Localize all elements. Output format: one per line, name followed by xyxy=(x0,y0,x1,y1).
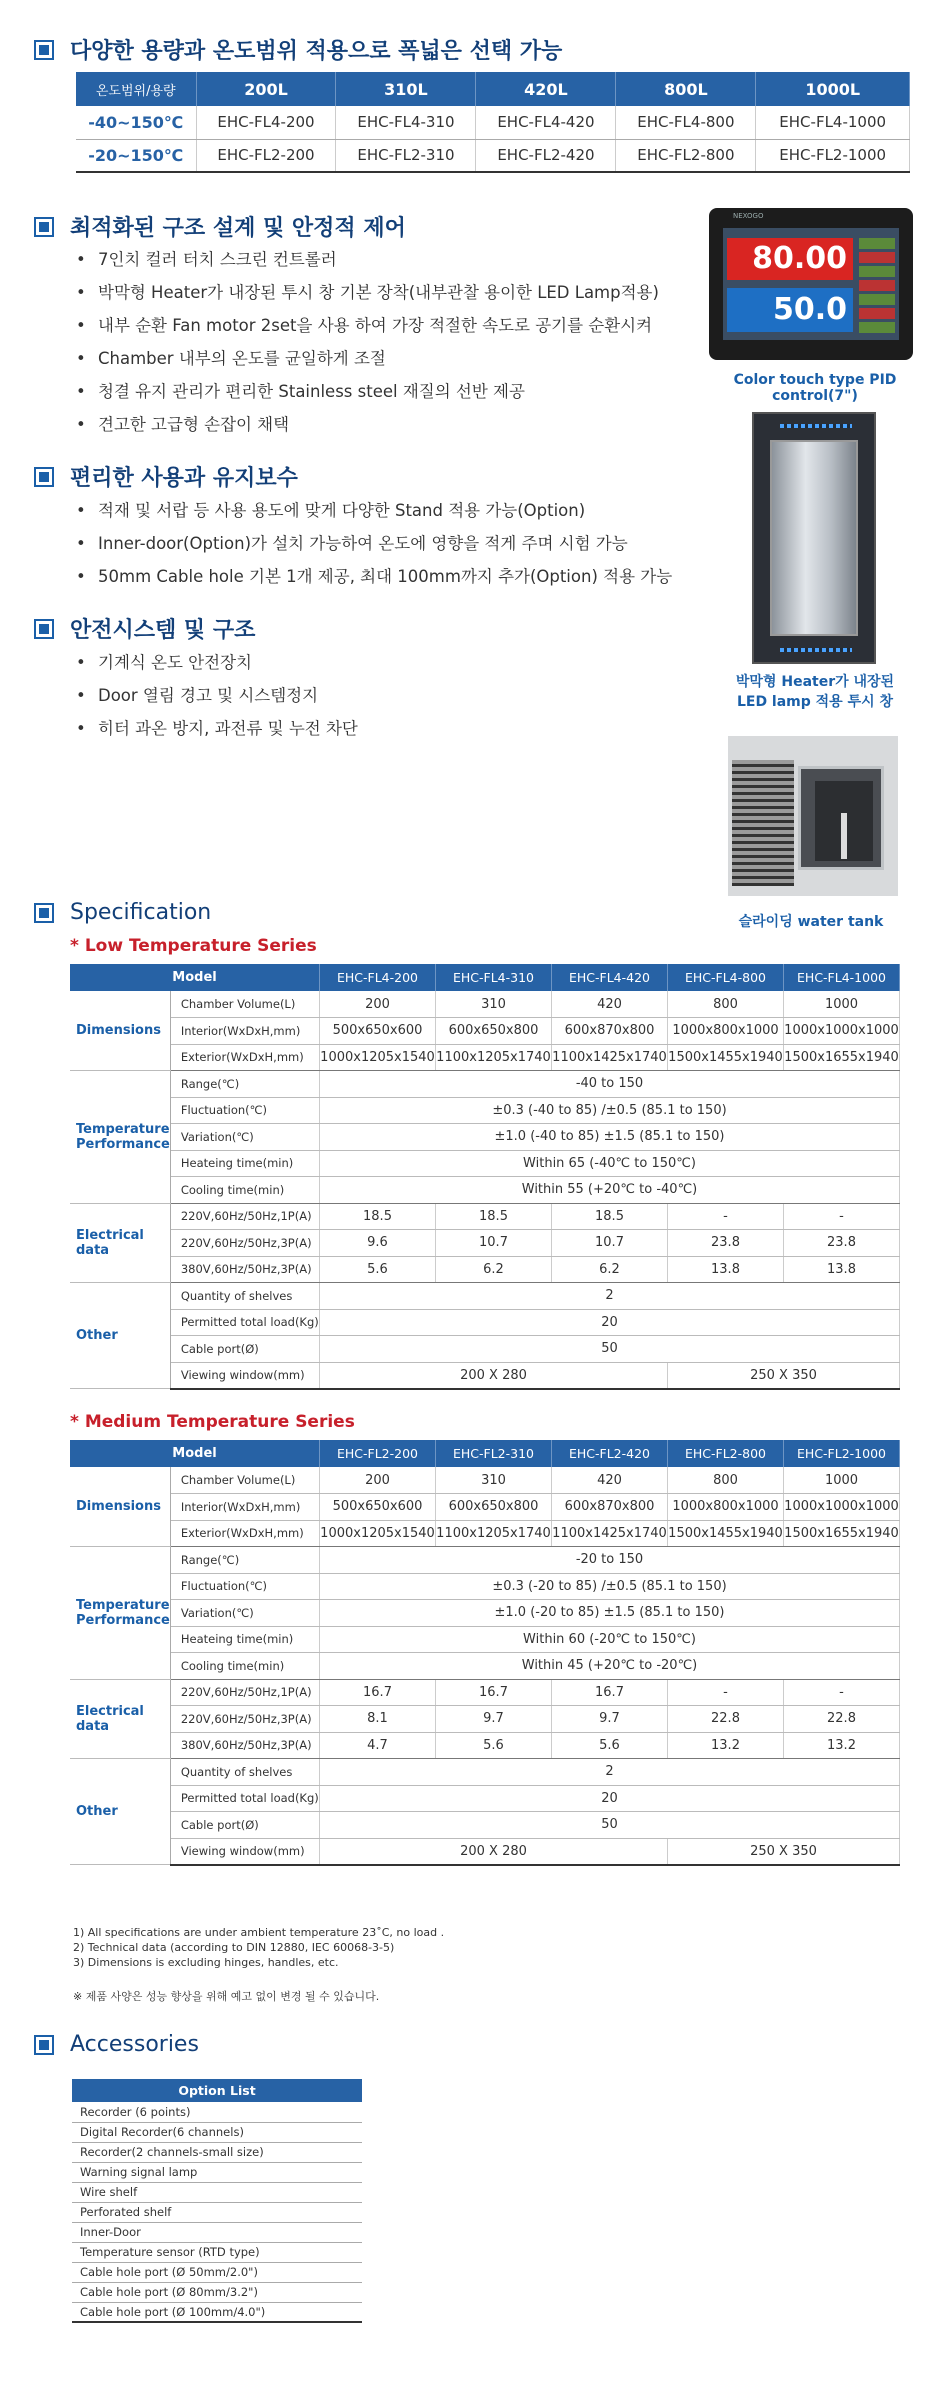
list-item-text: Chamber 내부의 온도를 균일하게 조절 xyxy=(98,349,386,368)
value-cell: 2 xyxy=(320,1759,900,1786)
table-row xyxy=(70,1177,900,1204)
section-title: 다양한 용량과 온도범위 적용으로 폭넓은 선택 가능 xyxy=(70,39,563,64)
list-item: • 7인치 컬러 터치 스크린 컨트롤러 xyxy=(76,243,659,276)
value-cell: - xyxy=(668,1679,784,1706)
list-item: • 박막형 Heater가 내장된 투시 창 기본 장착(내부관찰 용이한 LED Lamp적용) xyxy=(76,276,659,309)
list-item: • Door 열림 경고 및 시스템정지 xyxy=(76,679,358,712)
value-cell: 600x870x800 xyxy=(552,1494,668,1521)
table-row xyxy=(70,1759,900,1786)
model-cell: EHC-FL2-1000 xyxy=(784,1440,900,1467)
row-label: Variation(℃) xyxy=(170,1124,319,1151)
table-row xyxy=(70,1785,900,1812)
chamber-door-image xyxy=(752,412,876,664)
header-cell: 온도범위/용량 xyxy=(76,72,196,106)
section-square-icon xyxy=(34,217,54,237)
table-row xyxy=(70,1309,900,1336)
tank-handle xyxy=(841,813,847,859)
row-label: Cooling time(min) xyxy=(170,1653,319,1680)
row-label: Fluctuation(℃) xyxy=(170,1097,319,1124)
option-item: Cable hole port (Ø 50mm/2.0") xyxy=(72,2262,362,2282)
value-cell: ±1.0 (-20 to 85) ±1.5 (85.1 to 150) xyxy=(320,1600,900,1627)
table-row xyxy=(72,2242,362,2262)
section-square-icon xyxy=(34,2035,54,2055)
footnotes xyxy=(73,1925,444,1970)
table-row xyxy=(70,1626,900,1653)
table-row xyxy=(72,2302,362,2322)
row-label: Chamber Volume(L) xyxy=(170,1467,319,1494)
value-cell: 4.7 xyxy=(320,1732,436,1759)
value-cell: 1000x1205x1540 xyxy=(320,1044,436,1071)
value-cell: 16.7 xyxy=(320,1679,436,1706)
section-square-icon xyxy=(34,40,54,60)
row-label: Quantity of shelves xyxy=(170,1759,319,1786)
row-label: 380V,60Hz/50Hz,3P(A) xyxy=(170,1732,319,1759)
value-cell: 500x650x600 xyxy=(320,1018,436,1045)
spec-header-row xyxy=(70,1440,900,1467)
value-cell: 50 xyxy=(320,1336,900,1363)
model-cell: EHC-FL2-420 xyxy=(552,1440,668,1467)
controller-screen xyxy=(723,228,899,340)
door-caption-line: 박막형 Heater가 내장된 xyxy=(735,674,895,690)
option-item: Cable hole port (Ø 80mm/3.2") xyxy=(72,2282,362,2302)
category-temperature: Temperature Performance xyxy=(70,1547,170,1680)
section-convenience-header xyxy=(34,461,298,492)
value-cell: 1500x1455x1940 xyxy=(668,1520,784,1547)
category-electrical: Electrical data xyxy=(70,1203,170,1283)
model-cell: EHC-FL4-310 xyxy=(436,964,552,991)
row-label: Exterior(WxDxH,mm) xyxy=(170,1044,319,1071)
value-cell: 22.8 xyxy=(668,1706,784,1733)
value-cell: 1000 xyxy=(784,1467,900,1494)
water-tank-image xyxy=(728,736,898,896)
option-item: Inner-Door xyxy=(72,2222,362,2242)
value-cell: 800 xyxy=(668,991,784,1018)
option-item: Warning signal lamp xyxy=(72,2162,362,2182)
tank-drawer xyxy=(798,766,884,870)
tank-caption: 슬라이딩 water tank xyxy=(738,914,884,930)
model-cell: EHC-FL2-1000 xyxy=(756,139,910,172)
star-icon: * xyxy=(70,936,79,956)
table-row xyxy=(72,2202,362,2222)
value-cell: 6.2 xyxy=(436,1256,552,1283)
value-cell: 1000x1000x1000 xyxy=(784,1494,900,1521)
option-item: Temperature sensor (RTD type) xyxy=(72,2242,362,2262)
section-safety-header xyxy=(34,613,255,644)
option-item: Perforated shelf xyxy=(72,2202,362,2222)
row-label: Range(℃) xyxy=(170,1547,319,1574)
value-cell: 600x650x800 xyxy=(436,1018,552,1045)
table-row xyxy=(70,1679,900,1706)
table-row xyxy=(70,1283,900,1310)
table-row xyxy=(70,1044,900,1071)
model-cell: EHC-FL4-420 xyxy=(552,964,668,991)
section-capacity-header xyxy=(34,34,562,65)
section-square-icon xyxy=(34,619,54,639)
table-row xyxy=(70,1467,900,1494)
value-cell: 420 xyxy=(552,1467,668,1494)
row-label: Heateing time(min) xyxy=(170,1150,319,1177)
option-header: Option List xyxy=(72,2079,362,2102)
value-cell: 200 xyxy=(320,991,436,1018)
category-other: Other xyxy=(70,1759,170,1865)
value-cell: 8.1 xyxy=(320,1706,436,1733)
row-label: 220V,60Hz/50Hz,3P(A) xyxy=(170,1706,319,1733)
section-title: 편리한 사용과 유지보수 xyxy=(70,466,298,491)
controller-pv: 80.00 xyxy=(727,238,853,280)
table-row xyxy=(70,1336,900,1363)
model-cell: EHC-FL2-200 xyxy=(320,1440,436,1467)
row-label: 380V,60Hz/50Hz,3P(A) xyxy=(170,1256,319,1283)
footnote: 2) Technical data (according to DIN 12880, IEC 60068-3-5) xyxy=(73,1941,395,1954)
table-row xyxy=(70,1838,900,1865)
value-cell: 23.8 xyxy=(784,1230,900,1257)
model-header: Model xyxy=(70,964,320,991)
row-label: Quantity of shelves xyxy=(170,1283,319,1310)
row-label: Interior(WxDxH,mm) xyxy=(170,1018,319,1045)
list-item: • 히터 과온 방지, 과전류 및 누전 차단 xyxy=(76,712,358,745)
star-icon: * xyxy=(70,1412,79,1432)
value-cell: Within 60 (-20℃ to 150℃) xyxy=(320,1626,900,1653)
value-cell: Within 45 (+20℃ to -20℃) xyxy=(320,1653,900,1680)
option-item: Cable hole port (Ø 100mm/4.0") xyxy=(72,2302,362,2322)
value-cell: 1000x1000x1000 xyxy=(784,1018,900,1045)
value-cell: 9.7 xyxy=(436,1706,552,1733)
door-caption-line: LED lamp 적용 투시 창 xyxy=(736,694,894,710)
controller-buttons xyxy=(859,238,895,336)
row-label: 220V,60Hz/50Hz,1P(A) xyxy=(170,1203,319,1230)
row-label: Chamber Volume(L) xyxy=(170,991,319,1018)
value-cell: 20 xyxy=(320,1785,900,1812)
value-cell: 420 xyxy=(552,991,668,1018)
row-label: Cable port(Ø) xyxy=(170,1812,319,1839)
viewing-window xyxy=(770,440,858,636)
table-row xyxy=(72,2122,362,2142)
row-label: Interior(WxDxH,mm) xyxy=(170,1494,319,1521)
table-row xyxy=(70,1150,900,1177)
value-cell: Within 55 (+20℃ to -40℃) xyxy=(320,1177,900,1204)
value-cell: 250 X 350 xyxy=(668,1362,900,1389)
medium-series-title xyxy=(70,1412,355,1432)
value-cell: 13.8 xyxy=(668,1256,784,1283)
table-row xyxy=(72,2282,362,2302)
model-cell: EHC-FL4-200 xyxy=(320,964,436,991)
section-title: 안전시스템 및 구조 xyxy=(70,618,256,643)
value-cell: 18.5 xyxy=(436,1203,552,1230)
value-cell: 1500x1655x1940 xyxy=(784,1520,900,1547)
value-cell: 600x650x800 xyxy=(436,1494,552,1521)
list-item: • 내부 순환 Fan motor 2set을 사용 하여 가장 적절한 속도로 공기를 순환시켜 xyxy=(76,309,659,342)
value-cell: 200 X 280 xyxy=(320,1838,668,1865)
value-cell: 5.6 xyxy=(320,1256,436,1283)
model-cell: EHC-FL2-200 xyxy=(196,139,336,172)
value-cell: ±0.3 (-40 to 85) /±0.5 (85.1 to 150) xyxy=(320,1097,900,1124)
led-strip xyxy=(780,424,852,428)
table-row xyxy=(70,1071,900,1098)
led-strip xyxy=(780,648,852,652)
model-cell: EHC-FL4-1000 xyxy=(784,964,900,991)
row-label: Heateing time(min) xyxy=(170,1626,319,1653)
capacity-table xyxy=(76,72,910,173)
table-row xyxy=(76,106,910,139)
table-row xyxy=(70,1547,900,1574)
door-caption xyxy=(712,672,918,712)
value-cell: 50 xyxy=(320,1812,900,1839)
value-cell: 250 X 350 xyxy=(668,1838,900,1865)
row-label: Cable port(Ø) xyxy=(170,1336,319,1363)
value-cell: 22.8 xyxy=(784,1706,900,1733)
value-cell: 20 xyxy=(320,1309,900,1336)
controller-sv: 50.0 xyxy=(727,288,853,332)
convenience-list xyxy=(76,494,672,593)
table-row xyxy=(72,2222,362,2242)
list-item: • 견고한 고급형 손잡이 채택 xyxy=(76,408,659,441)
row-label: Viewing window(mm) xyxy=(170,1838,319,1865)
table-row xyxy=(70,1256,900,1283)
model-cell: EHC-FL2-310 xyxy=(336,139,476,172)
table-row xyxy=(70,1732,900,1759)
value-cell: - xyxy=(668,1203,784,1230)
value-cell: 1000 xyxy=(784,991,900,1018)
value-cell: 200 xyxy=(320,1467,436,1494)
model-cell: EHC-FL4-420 xyxy=(476,106,616,139)
table-row xyxy=(70,1653,900,1680)
row-label: Cooling time(min) xyxy=(170,1177,319,1204)
section-square-icon xyxy=(34,467,54,487)
table-row xyxy=(70,1573,900,1600)
table-row xyxy=(70,1018,900,1045)
list-item: • 50mm Cable hole 기본 1개 제공, 최대 100mm까지 추가(Option) 적용 가능 xyxy=(76,560,672,593)
value-cell: 310 xyxy=(436,1467,552,1494)
range-cell: -20~150℃ xyxy=(76,139,196,172)
value-cell: 16.7 xyxy=(436,1679,552,1706)
model-cell: EHC-FL2-420 xyxy=(476,139,616,172)
option-item: Recorder(2 channels-small size) xyxy=(72,2142,362,2162)
controller-image xyxy=(709,208,913,360)
value-cell: -20 to 150 xyxy=(320,1547,900,1574)
value-cell: 500x650x600 xyxy=(320,1494,436,1521)
structure-list xyxy=(76,243,659,441)
tank-vent-grid xyxy=(732,760,794,886)
section-title: Accessories xyxy=(70,2032,199,2057)
table-row xyxy=(70,1203,900,1230)
option-item: Recorder (6 points) xyxy=(72,2102,362,2122)
value-cell: 1000x800x1000 xyxy=(668,1018,784,1045)
table-row xyxy=(70,991,900,1018)
low-spec-table xyxy=(70,964,900,1390)
value-cell: 1100x1205x1740 xyxy=(436,1520,552,1547)
footnote: 3) Dimensions is excluding hinges, handles, etc. xyxy=(73,1956,339,1969)
spec-header-row xyxy=(70,964,900,991)
value-cell: 1100x1425x1740 xyxy=(552,1520,668,1547)
row-label: Range(℃) xyxy=(170,1071,319,1098)
value-cell: 1100x1205x1740 xyxy=(436,1044,552,1071)
value-cell: 6.2 xyxy=(552,1256,668,1283)
value-cell: 600x870x800 xyxy=(552,1018,668,1045)
range-cell: -40~150℃ xyxy=(76,106,196,139)
row-label: Viewing window(mm) xyxy=(170,1362,319,1389)
model-cell: EHC-FL2-800 xyxy=(616,139,756,172)
value-cell: 18.5 xyxy=(320,1203,436,1230)
model-cell: EHC-FL4-310 xyxy=(336,106,476,139)
controller-logo: NEXOGO xyxy=(733,212,764,220)
section-title: 최적화된 구조 설계 및 안정적 제어 xyxy=(70,216,406,241)
series-label: Low Temperature Series xyxy=(84,936,317,956)
table-row xyxy=(70,1494,900,1521)
value-cell: 10.7 xyxy=(436,1230,552,1257)
list-item: • 청결 유지 관리가 편리한 Stainless steel 재질의 선반 제공 xyxy=(76,375,659,408)
table-row xyxy=(70,1124,900,1151)
list-item: • 기계식 온도 안전장치 xyxy=(76,646,358,679)
value-cell: 13.2 xyxy=(784,1732,900,1759)
value-cell: - xyxy=(784,1679,900,1706)
table-row xyxy=(72,2262,362,2282)
category-dimensions: Dimensions xyxy=(70,1467,170,1547)
change-notice: ※ 제품 사양은 성능 향상을 위해 예고 없이 변경 될 수 있습니다. xyxy=(73,1990,380,2003)
value-cell: ±1.0 (-40 to 85) ±1.5 (85.1 to 150) xyxy=(320,1124,900,1151)
value-cell: 2 xyxy=(320,1283,900,1310)
header-cell: 310L xyxy=(336,72,476,106)
value-cell: 1500x1655x1940 xyxy=(784,1044,900,1071)
capacity-header-row xyxy=(76,72,910,106)
table-row xyxy=(70,1097,900,1124)
value-cell: 18.5 xyxy=(552,1203,668,1230)
table-row xyxy=(70,1706,900,1733)
category-electrical: Electrical data xyxy=(70,1679,170,1759)
row-label: Permitted total load(Kg) xyxy=(170,1785,319,1812)
row-label: Fluctuation(℃) xyxy=(170,1573,319,1600)
section-title: Specification xyxy=(70,900,212,925)
table-row xyxy=(72,2162,362,2182)
model-cell: EHC-FL4-1000 xyxy=(756,106,910,139)
header-cell: 1000L xyxy=(756,72,910,106)
safety-list xyxy=(76,646,358,745)
value-cell: 10.7 xyxy=(552,1230,668,1257)
section-accessories-header xyxy=(34,2032,199,2057)
value-cell: ±0.3 (-20 to 85) /±0.5 (85.1 to 150) xyxy=(320,1573,900,1600)
row-label: Exterior(WxDxH,mm) xyxy=(170,1520,319,1547)
controller-caption: Color touch type PID control(7") xyxy=(733,372,897,404)
model-cell: EHC-FL2-310 xyxy=(436,1440,552,1467)
list-item-continued xyxy=(76,342,659,375)
category-dimensions: Dimensions xyxy=(70,991,170,1071)
table-row xyxy=(70,1520,900,1547)
value-cell: 310 xyxy=(436,991,552,1018)
option-table xyxy=(72,2079,362,2323)
header-cell: 420L xyxy=(476,72,616,106)
value-cell: Within 65 (-40℃ to 150℃) xyxy=(320,1150,900,1177)
row-label: Variation(℃) xyxy=(170,1600,319,1627)
table-row xyxy=(72,2142,362,2162)
table-row xyxy=(70,1362,900,1389)
value-cell: 1000x1205x1540 xyxy=(320,1520,436,1547)
value-cell: 5.6 xyxy=(436,1732,552,1759)
table-row xyxy=(70,1812,900,1839)
header-cell: 800L xyxy=(616,72,756,106)
row-label: 220V,60Hz/50Hz,1P(A) xyxy=(170,1679,319,1706)
option-header-row xyxy=(72,2079,362,2102)
option-item: Digital Recorder(6 channels) xyxy=(72,2122,362,2142)
table-row xyxy=(70,1230,900,1257)
series-label: Medium Temperature Series xyxy=(84,1412,355,1432)
category-other: Other xyxy=(70,1283,170,1389)
value-cell: 1000x800x1000 xyxy=(668,1494,784,1521)
value-cell: 23.8 xyxy=(668,1230,784,1257)
footnote: 1) All specifications are under ambient temperature 23˚C, no load . xyxy=(73,1926,445,1939)
value-cell: 13.8 xyxy=(784,1256,900,1283)
value-cell: 5.6 xyxy=(552,1732,668,1759)
table-row xyxy=(72,2102,362,2122)
section-square-icon xyxy=(34,903,54,923)
header-cell: 200L xyxy=(196,72,336,106)
value-cell: 13.2 xyxy=(668,1732,784,1759)
value-cell: 1100x1425x1740 xyxy=(552,1044,668,1071)
value-cell: 800 xyxy=(668,1467,784,1494)
low-series-title xyxy=(70,936,317,956)
value-cell: 9.6 xyxy=(320,1230,436,1257)
value-cell: 16.7 xyxy=(552,1679,668,1706)
model-cell: EHC-FL2-800 xyxy=(668,1440,784,1467)
value-cell: 1500x1455x1940 xyxy=(668,1044,784,1071)
row-label: 220V,60Hz/50Hz,3P(A) xyxy=(170,1230,319,1257)
table-row xyxy=(72,2182,362,2202)
list-item: • 적재 및 서랍 등 사용 용도에 맞게 다양한 Stand 적용 가능(Option) xyxy=(76,494,672,527)
category-temperature: Temperature Performance xyxy=(70,1071,170,1204)
value-cell: - xyxy=(784,1203,900,1230)
value-cell: -40 to 150 xyxy=(320,1071,900,1098)
row-label: Permitted total load(Kg) xyxy=(170,1309,319,1336)
option-item: Wire shelf xyxy=(72,2182,362,2202)
model-header: Model xyxy=(70,1440,320,1467)
section-specification-header xyxy=(34,900,211,925)
value-cell: 200 X 280 xyxy=(320,1362,668,1389)
list-item: • Inner-door(Option)가 설치 가능하여 온도에 영향을 적게 주며 시험 가능 xyxy=(76,527,672,560)
model-cell: EHC-FL4-200 xyxy=(196,106,336,139)
model-cell: EHC-FL4-800 xyxy=(668,964,784,991)
table-row xyxy=(70,1600,900,1627)
table-row xyxy=(76,139,910,172)
medium-spec-table xyxy=(70,1440,900,1866)
model-cell: EHC-FL4-800 xyxy=(616,106,756,139)
section-structure-header xyxy=(34,211,406,242)
value-cell: 9.7 xyxy=(552,1706,668,1733)
